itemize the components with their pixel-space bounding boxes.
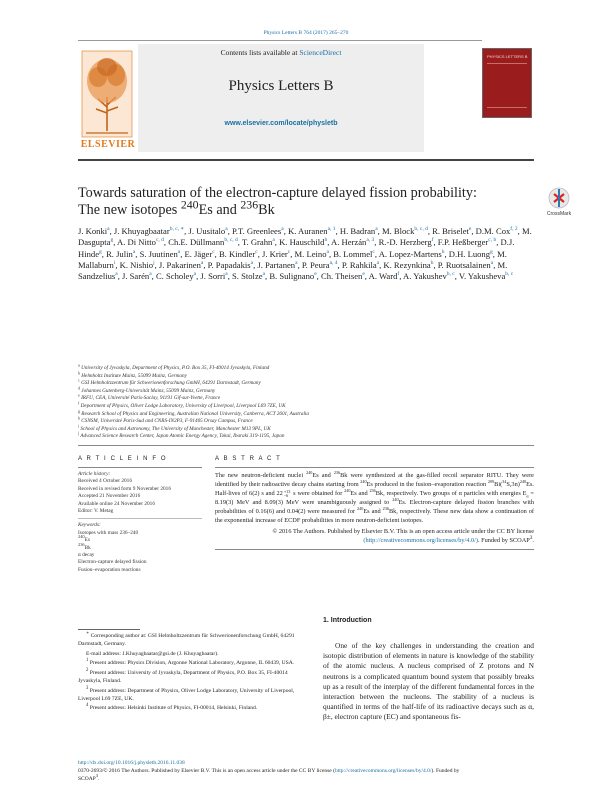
abstract-text: The new neutron-deficient nuclei	[215, 472, 307, 479]
cover-title: PHYSICS LETTERS B	[487, 54, 528, 59]
author-affiliation-mark[interactable]: b, c	[446, 271, 455, 278]
crossmark-badge[interactable]	[541, 187, 577, 221]
iso-mass: 236	[240, 197, 259, 212]
author-affiliation-mark[interactable]: a	[295, 260, 298, 267]
affiliation-text: University of Jyvaskyla, Department of Physics, P.O. Box 35, FI-40014 Jyvaskyla, Finland	[79, 365, 270, 371]
footnote-text: Corresponding author at: GSI Helmholtzzentrum für Schwerionenforschung GmbH, 64291 Darmstadt, Germany.	[78, 633, 295, 648]
author-affiliation-mark[interactable]: a	[149, 271, 152, 278]
author-affiliation-mark[interactable]: a	[376, 260, 380, 267]
affiliation-key: h	[78, 415, 80, 421]
author-affiliation-mark[interactable]: a	[115, 271, 118, 278]
footnote-text: Present address: Physics Division, Argonne National Laboratory, Argonne, IL 60439, USA.	[88, 660, 295, 667]
abstract	[215, 456, 534, 550]
author-name: B. Lommel	[333, 248, 373, 259]
article-info	[78, 456, 202, 574]
iso-symbol: Bk	[258, 202, 275, 218]
abstract-text: and	[318, 472, 334, 479]
keyword-symbol: Bk	[84, 544, 91, 551]
title-line-2	[78, 197, 518, 219]
footnote-mark: 4	[86, 703, 89, 709]
history-item: Received in revised form 9 November 2016	[78, 485, 171, 492]
title-and: and	[212, 202, 241, 218]
footnote	[78, 704, 308, 712]
abstract-text: Bk, respectively. These new data show a continuation of the exponential increase of ECDF probabilities in more neutron-deficient isotopes.	[215, 508, 534, 525]
article-history	[78, 471, 202, 515]
author-name: J. Partanen	[257, 259, 296, 270]
footnote-text: Present address: University of Jyvaskyla, Department of Physics, P.O. Box 35, FI-40014 Jyvaskyla, Finland.	[78, 669, 288, 684]
footnote-mark: 1	[86, 658, 89, 664]
affiliation-text: IRFU, CEA, Université Paris-Saclay, 91191 Gif-sur-Yvette, France	[79, 395, 221, 402]
author-name: B. Sulignano	[269, 271, 315, 282]
crossmark-icon	[541, 187, 577, 211]
mass-number: 236	[369, 488, 376, 494]
sciencedirect-link[interactable]: ScienceDirect	[299, 48, 342, 57]
author-affiliation-mark[interactable]: b, c, d	[224, 237, 238, 244]
affiliation	[78, 430, 534, 441]
author-affiliation-mark[interactable]: g	[99, 248, 102, 255]
abstract-text: Es and	[350, 490, 370, 498]
affiliation-key: c	[78, 377, 80, 383]
author-name: M. Sandzelius	[78, 259, 508, 282]
author-name: D.J. Hinde	[78, 237, 515, 259]
mass-number: 209	[487, 479, 495, 484]
affiliation-key: b	[78, 369, 80, 375]
keyword: Isotopes with mass 236–240	[78, 529, 139, 536]
author-name: R. Briselet	[432, 226, 469, 236]
author-affiliation-mark[interactable]: a	[272, 237, 275, 244]
author-affiliation-mark[interactable]: e	[362, 271, 365, 278]
copyright-text: © 2016 The Authors. Published by Elsevier B.V. This is an open access article under the CC BY license	[272, 527, 534, 535]
author-name: H. Badran	[339, 226, 376, 236]
author-affiliation-mark[interactable]: e	[314, 271, 317, 278]
footnote-mark: ∗	[86, 631, 90, 637]
copyright-text: .	[532, 536, 534, 544]
keyword: Fusion–evaporation reactions	[78, 566, 141, 573]
journal-masthead	[138, 44, 424, 152]
mass-number: 236	[382, 506, 389, 512]
author-name: J. Krier	[261, 248, 288, 259]
author-affiliation-mark[interactable]: a	[225, 271, 228, 278]
author-name: P. Rahkila	[341, 259, 377, 270]
author-name: K. Rezynkina	[383, 259, 431, 270]
footer-text: ). Funded by	[431, 767, 460, 774]
abstract-text: S,3n)	[506, 481, 520, 489]
author-name: S. Juutinen	[139, 248, 178, 259]
introduction-body: One of the key challenges in understanding the creation and isotopic distribution of elements in nature is knowledge of the stability of the atomic nucleus. A nucleus comprised of Z protons and N neutrons is a complicated quantum bound system that possibly breaks up as a result of the interplay of the different fundamental forces in the interaction between the nucleons. The stability of a nucleus is quantified in terms of the half-life of its radioactive decays such as α, β±, electron capture (EC) and spontaneous fis-	[323, 641, 534, 722]
author-name: R.-D. Herzberg	[378, 237, 432, 248]
footnote	[78, 687, 308, 703]
author-name: J. Sarén	[121, 271, 150, 282]
author-affiliation-mark[interactable]: f, 2	[510, 226, 518, 233]
keyword: α decay	[78, 552, 95, 559]
author-list: J. Konki$^a$, J. Khuyagbaatar$^{b, c, ∗}$, J. Uusitalo$^a$, P.T. Greenlees$^a$, K. Auranen$^{a, 1}$, H. Badran$^a$, M. Block$^{b, c, d}$, R. Briselet$^e$, D.M. Cox$^{f, 2}$, M. Dasgupta$^g$, A. Di Nitto$^{c, d}$, Ch.E. Düllmann$^{b, c, d}$, T. Grahn$^a$, K. Hauschild$^h$, A. Herzán$^{a, 3}$, R.-D. Herzberg$^f$, F.P. Heßberger$^{c, b}$, D.J. Hinde$^g$, R. Julin$^a$, S. Juutinen$^a$, E. Jäger$^c$, B. Kindler$^c$, J. Krier$^c$, M. Leino$^a$, B. Lommel$^c$, A. Lopez-Martens$^h$, D.H. Luong$^g$, M. Mallaburn$^i$, K. Nishio$^j$, J. Pakarinen$^a$, P. Papadakis$^a$, J. Partanen$^a$, P. Peura$^{a, 4}$, P. Rahkila$^a$, K. Rezynkina$^h$, P. Ruotsalainen$^a$, M. Sandzelius$^a$, J. Sarén$^a$, C. Scholey$^a$, J. Sorri$^a$, S. Stolze$^a$, B. Sulignano$^e$, Ch. Theisen$^e$, A. Ward$^f$, A. Yakushev$^{b, c}$, V. Yakusheva$^{b, c}$	[78, 226, 532, 282]
author-affiliation-mark[interactable]: a	[200, 260, 204, 267]
author-name: J. Pakarinen	[158, 259, 201, 270]
author-name: A. Herzán	[331, 237, 367, 248]
author-affiliation-mark[interactable]: a	[225, 226, 228, 233]
abstract-rule	[215, 467, 534, 468]
author-affiliation-mark[interactable]: a, 4	[329, 260, 338, 267]
footnote	[78, 669, 308, 685]
affiliation-text: GSI Helmholtzzentrum für Schwerionenforschung GmbH, 64291 Darmstadt, Germany	[79, 380, 261, 387]
author-name: Ch. Theisen	[320, 271, 363, 282]
author-affiliation-mark[interactable]: f	[431, 237, 434, 244]
mass-number: 240	[344, 488, 351, 494]
author-affiliation-mark[interactable]: e	[468, 226, 472, 233]
footnote-text: Present address: Helsinki Institute of Physics, FI-00014, Helsinki, Finland.	[88, 705, 258, 712]
author-affiliation-mark[interactable]: g	[490, 248, 493, 255]
affiliation-text: Department of Physics, Oliver Lodge Laboratory, University of Liverpool, Liverpool L69 7ZE, UK	[79, 402, 286, 409]
footnote	[78, 659, 308, 667]
author-affiliation-mark[interactable]: a, 1	[327, 226, 336, 233]
affiliation-key: g	[78, 407, 80, 413]
author-name: A. Lopez-Martens	[378, 248, 442, 259]
abstract-end-rule	[215, 549, 534, 550]
affiliation-text: Research School of Physics and Engineering, Australian National University, Canberra, ACT 2601, Australia	[80, 410, 309, 417]
footnote	[78, 632, 308, 648]
author-affiliation-mark[interactable]: a, 3	[366, 237, 375, 244]
author-name: A. Yakushev	[403, 271, 447, 282]
cover-rule	[487, 107, 527, 108]
keywords-rule	[78, 518, 202, 519]
affiliation-text: Johannes Gutenberg-Universität Mainz, 55099 Mainz, Germany	[80, 387, 216, 394]
keyword-symbol: Es	[84, 537, 90, 544]
article-info-rule	[78, 467, 202, 468]
author-name: V. Yakusheva	[458, 271, 506, 282]
footnote-mark: 2	[86, 668, 89, 674]
author-name: E. Jäger	[184, 248, 213, 259]
author-affiliation-mark[interactable]: f	[397, 271, 400, 278]
abstract-text: Bi(	[494, 481, 503, 489]
page-footer	[78, 760, 534, 783]
affiliation-key: a	[78, 362, 80, 368]
footer-license	[78, 768, 534, 776]
affiliation-key: j	[78, 430, 80, 436]
author-name: A. Ward	[368, 271, 398, 282]
author-affiliation-mark[interactable]: j	[153, 260, 155, 267]
copyright-notice	[215, 527, 534, 545]
history-item: Available online 24 November 2016	[78, 500, 155, 507]
author-name: D.H. Luong	[448, 248, 491, 259]
author-name: J. Khuyagbaatar	[113, 226, 170, 236]
author-name: K. Hauschild	[279, 237, 325, 248]
author-affiliation-mark[interactable]: c	[287, 248, 291, 255]
mass-number: 236	[333, 469, 341, 475]
crossmark-label: CrossMark	[546, 211, 572, 217]
footer-text: SCOAP	[78, 775, 96, 782]
history-item: Accepted 21 November 2016	[78, 493, 141, 500]
affiliation-key: i	[78, 423, 80, 429]
author-affiliation-mark[interactable]: h	[430, 260, 434, 267]
author-affiliation-mark[interactable]: a	[326, 248, 329, 255]
author-affiliation-mark[interactable]: g	[110, 237, 114, 244]
author-name: M. Leino	[294, 248, 327, 259]
author-name: C. Scholey	[155, 271, 194, 282]
author-affiliation-mark[interactable]: a	[262, 271, 266, 278]
title-line-1: Towards saturation of the electron-capture delayed fission probability:	[78, 185, 477, 201]
subscript: α	[526, 493, 529, 499]
author-affiliation-mark[interactable]: a	[193, 271, 197, 278]
elsevier-wordmark: ELSEVIER	[80, 139, 136, 150]
half-life-uncertainty	[284, 490, 291, 498]
author-affiliation-mark[interactable]: h	[441, 248, 445, 255]
abstract-heading: A B S T R A C T	[215, 456, 282, 462]
footnote-text: E-mail address: J.Khuyagbaatar@gsi.de (J. Khuyagbaatar).	[86, 650, 219, 657]
author-name: K. Auranen	[287, 226, 328, 236]
affiliation-text: Advanced Science Research Center, Japan Atomic Energy Agency, Tokai, Ibaraki 319-1195, Japan	[79, 433, 285, 440]
author-affiliation-mark[interactable]: c	[372, 248, 375, 255]
copyright-text: . Funded by SCOAP	[478, 536, 530, 544]
author-affiliation-mark[interactable]: c	[212, 248, 215, 255]
author-affiliation-mark[interactable]: a	[375, 226, 378, 233]
author-name: J. Uusitalo	[188, 226, 226, 236]
author-name: R. Julin	[106, 248, 133, 259]
author-name: Ch.E. Düllmann	[168, 237, 225, 248]
author-affiliation-mark[interactable]: a	[490, 260, 494, 267]
iso-mass: 240	[180, 197, 199, 212]
author-name: J. Sorri	[200, 271, 226, 282]
header-divider	[78, 159, 534, 161]
mass-number: 240	[357, 506, 364, 512]
doi-link[interactable]: http://dx.doi.org/10.1016/j.physletb.2016.11.038	[78, 760, 185, 766]
abstract-text: Es produced in the fusion–evaporation reaction	[366, 481, 488, 489]
affiliation-list	[78, 362, 534, 441]
author-name: P. Papadakis	[207, 259, 251, 270]
author-affiliation-mark[interactable]: a	[132, 248, 136, 255]
affiliation-key: e	[78, 392, 80, 398]
author-affiliation-mark[interactable]: i	[113, 260, 116, 267]
author-affiliation-mark[interactable]: a	[250, 260, 254, 267]
mass-number: 240	[360, 479, 367, 484]
author-name: F.P. Heßberger	[437, 237, 489, 248]
journal-reference[interactable]: Physics Letters B 764 (2017) 265–270	[263, 30, 349, 36]
scoap-sup: 3	[95, 772, 99, 778]
scoap-sup: 3	[529, 534, 533, 541]
author-name: T. Grahn	[241, 237, 273, 248]
mass-number: 240	[306, 469, 313, 475]
title-prefix: The new isotopes	[78, 202, 181, 218]
keyword	[78, 541, 202, 552]
journal-title: Physics Letters B	[228, 78, 334, 94]
info-divider	[78, 445, 534, 446]
mass-number: 34	[502, 479, 507, 484]
author-affiliation-mark[interactable]: b, c, ∗	[169, 226, 185, 233]
keywords	[78, 522, 202, 574]
author-affiliation-mark[interactable]: h	[324, 237, 328, 244]
footnote-rule	[78, 629, 140, 630]
keyword-mass: 240	[78, 534, 85, 540]
author-affiliation-mark[interactable]: c, d	[155, 237, 164, 244]
contents-line	[138, 48, 424, 57]
affiliation-key: f	[78, 400, 80, 406]
abstract-text: Es. Electron-capture delayed fission branches with probabilities of 0.16(6) and 0.04(2) were measured for	[215, 499, 534, 516]
author-name: M. Mallaburn	[78, 248, 507, 270]
abstract-text: were synthesized at the gas-filled recoil separator RITU. They were identified by their radioactive decay chains starting from	[215, 472, 534, 489]
footnote-text: Present address: Department of Physics, Oliver Lodge Laboratory, University of Liverpool, Liverpool L69 7ZE, UK.	[78, 687, 295, 702]
author-affiliation-mark[interactable]: a	[107, 226, 110, 233]
abstract-text: = 8.19(3) MeV and 8.09(3) MeV were unambiguously assigned to	[215, 490, 534, 507]
keyword	[78, 534, 202, 544]
footer-scoap	[78, 772, 534, 784]
author-affiliation-mark[interactable]: b, c	[505, 271, 514, 278]
author-name: M. Block	[381, 226, 415, 236]
author-name: P.T. Greenlees	[231, 226, 282, 236]
journal-url[interactable]: www.elsevier.com/locate/physletb	[224, 120, 338, 127]
abstract-text: Bk, respectively. Two groups of α particles with energies E	[375, 490, 527, 498]
uncertainty-down: −6	[283, 492, 289, 498]
footnote-mark: 3	[86, 685, 89, 691]
affiliation-text: CSNSM, Université Paris-Sud and CNRS-IN2P3, F-91405 Orsay Campus, France	[80, 418, 253, 425]
abstract-text: Es. Half-lives of 6(2) s and 22	[215, 481, 534, 498]
section-heading: 1. Introduction	[323, 617, 372, 624]
affiliation	[78, 362, 534, 373]
element: Es	[312, 472, 319, 479]
cover-rule	[487, 63, 527, 64]
author-name: B. Kindler	[218, 248, 256, 259]
affiliation	[78, 400, 534, 411]
element: Bk	[340, 472, 348, 479]
author-name: A. Di Nitto	[117, 237, 156, 248]
abstract-text: s were obtained for	[291, 490, 345, 498]
author-name: J. Konki	[78, 226, 108, 236]
affiliation-text: Helmholtz Institute Mainz, 55099 Mainz, Germany	[80, 372, 187, 379]
footnotes	[78, 632, 308, 714]
uncertainty-up: +13	[283, 488, 291, 494]
history-item: Editor: V. Metag	[78, 508, 114, 515]
history-label: Article history:	[78, 471, 111, 477]
mass-number: 240	[392, 497, 399, 503]
author-affiliation-mark[interactable]: a	[281, 226, 284, 233]
author-affiliation-mark[interactable]: c, b	[488, 237, 497, 244]
author-affiliation-mark[interactable]: a	[177, 248, 181, 255]
abstract-body	[215, 471, 534, 526]
journal-cover	[482, 48, 532, 118]
elsevier-tree-logo	[78, 47, 136, 141]
footer-text: .	[98, 775, 100, 782]
keyword-mass: 236	[78, 541, 85, 547]
footnote	[78, 650, 308, 658]
journal-header	[78, 40, 482, 156]
author-name: K. Nishio	[119, 259, 154, 270]
author-name: S. Stolze	[232, 271, 263, 282]
author-name: M. Dasgupta	[78, 226, 532, 248]
keywords-label: Keywords:	[78, 522, 101, 529]
author-affiliation-mark[interactable]: c	[255, 248, 258, 255]
author-name: D.M. Cox	[475, 226, 511, 236]
author-name: P. Ruotsalainen	[437, 259, 491, 270]
footer-text: 0370-2693/© 2016 The Authors. Published by Elsevier B.V. This is an open access article under the CC BY license (	[78, 767, 335, 774]
footer-license-link[interactable]: http://creativecommons.org/licenses/by/4.0/	[334, 767, 432, 774]
affiliation-text: School of Physics and Astronomy, The University of Manchester, Manchester M13 9PL, UK	[79, 425, 271, 432]
article-title	[78, 185, 518, 219]
author-name: P. Peura	[301, 259, 330, 270]
contents-prefix: Contents lists available at	[220, 48, 300, 57]
iso-symbol: Es	[198, 202, 213, 218]
article-info-heading: A R T I C L E I N F O	[78, 456, 168, 462]
affiliation-key: d	[78, 385, 80, 391]
license-link[interactable]: (http://creativecommons.org/licenses/by/4.0/)	[363, 536, 478, 544]
abstract-text: Es and	[363, 508, 383, 516]
mass-number: 240	[519, 479, 527, 484]
author-affiliation-mark[interactable]: b, c, d	[414, 226, 428, 233]
keyword: Electron-capture delayed fission	[78, 559, 147, 566]
history-item: Received 4 October 2016	[78, 478, 132, 485]
